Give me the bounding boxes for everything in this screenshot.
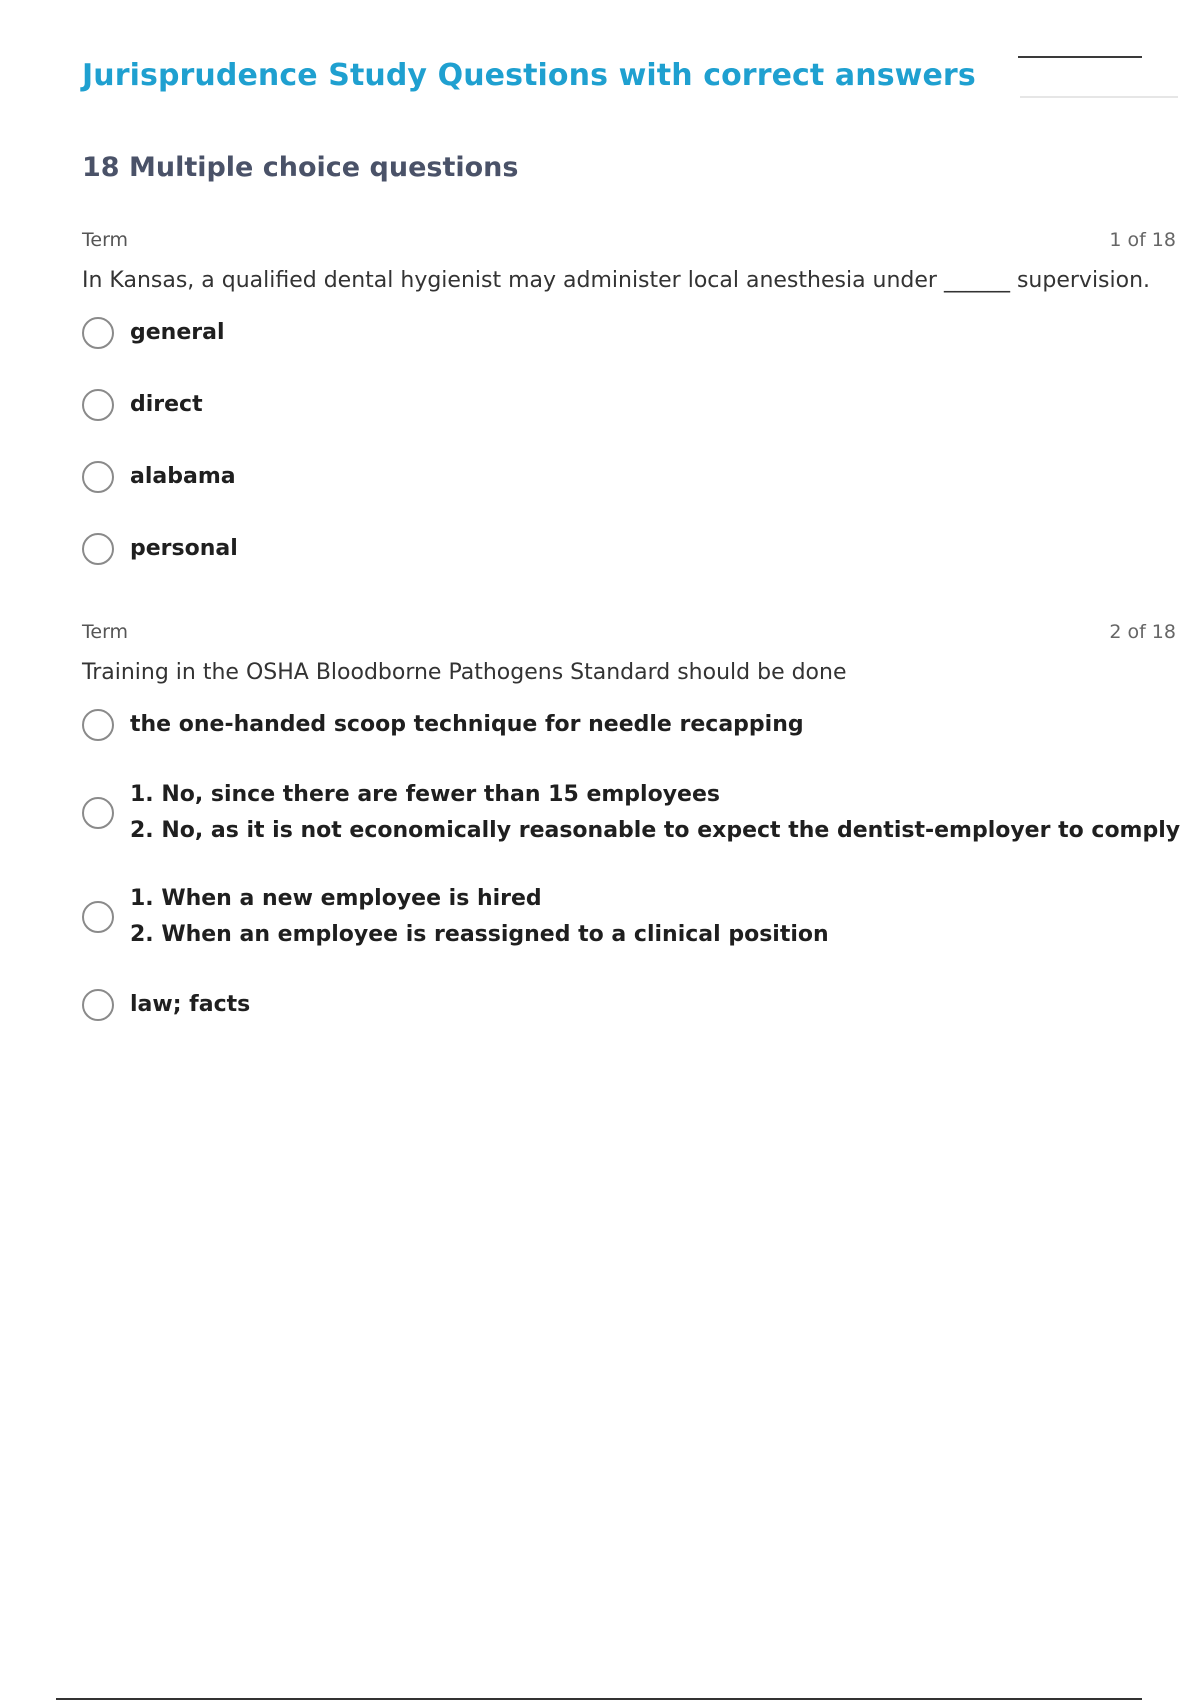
- radio-circle-icon[interactable]: [82, 709, 114, 741]
- term-label: Term: [82, 621, 129, 643]
- header-rule-light: [1020, 96, 1178, 98]
- answer-option-2[interactable]: [82, 777, 1181, 849]
- question-card-2: [82, 621, 1181, 1057]
- radio-circle-icon[interactable]: [82, 989, 114, 1021]
- question-counter: 2 of 18: [1109, 621, 1176, 643]
- question-text: In Kansas, a qualified dental hygienist may administer local anesthesia under ______ supervision.: [82, 268, 1151, 293]
- radio-circle-icon[interactable]: [82, 389, 114, 421]
- radio-circle-icon[interactable]: [82, 901, 114, 933]
- answer-option-2[interactable]: [82, 385, 1176, 425]
- answer-option-3[interactable]: [82, 457, 1176, 497]
- radio-circle-icon[interactable]: [82, 317, 114, 349]
- radio-circle-icon[interactable]: [82, 797, 114, 829]
- answer-option-label: law; facts: [130, 992, 251, 1017]
- header-rule-dark: [1018, 56, 1142, 58]
- question-header: [82, 229, 1176, 253]
- answer-option-label: personal: [130, 536, 238, 561]
- answer-option-line: 2. No, as it is not economically reasonable to expect the dentist-employer to comply: [130, 818, 1181, 843]
- answer-option-line: 1. No, since there are fewer than 15 employees: [130, 782, 720, 807]
- answer-options: [82, 313, 1176, 569]
- answer-option-1[interactable]: [82, 705, 1176, 745]
- answer-option-label: the one-handed scoop technique for needle recapping: [130, 712, 804, 737]
- answer-option-label: [130, 881, 829, 953]
- radio-circle-icon[interactable]: [82, 461, 114, 493]
- answer-option-label: [130, 777, 1180, 849]
- answer-option-line: 2. When an employee is reassigned to a clinical position: [130, 922, 829, 947]
- answer-option-label: direct: [130, 392, 203, 417]
- document-title: Jurisprudence Study Questions with correct answers: [82, 58, 976, 93]
- answer-option-label: general: [130, 320, 225, 345]
- answer-option-label: alabama: [130, 464, 236, 489]
- answer-options: [82, 705, 1181, 1025]
- term-label: Term: [82, 229, 129, 251]
- question-card-1: [82, 229, 1176, 601]
- question-text: Training in the OSHA Bloodborne Pathogens Standard should be done: [82, 660, 847, 685]
- answer-option-line: 1. When a new employee is hired: [130, 886, 542, 911]
- question-counter: 1 of 18: [1109, 229, 1176, 251]
- answer-option-1[interactable]: [82, 313, 1176, 353]
- answer-option-4[interactable]: [82, 985, 1176, 1025]
- question-header: [82, 621, 1176, 645]
- radio-circle-icon[interactable]: [82, 533, 114, 565]
- section-title: 18 Multiple choice questions: [82, 152, 519, 183]
- answer-option-3[interactable]: [82, 881, 1176, 953]
- answer-option-4[interactable]: [82, 529, 1176, 569]
